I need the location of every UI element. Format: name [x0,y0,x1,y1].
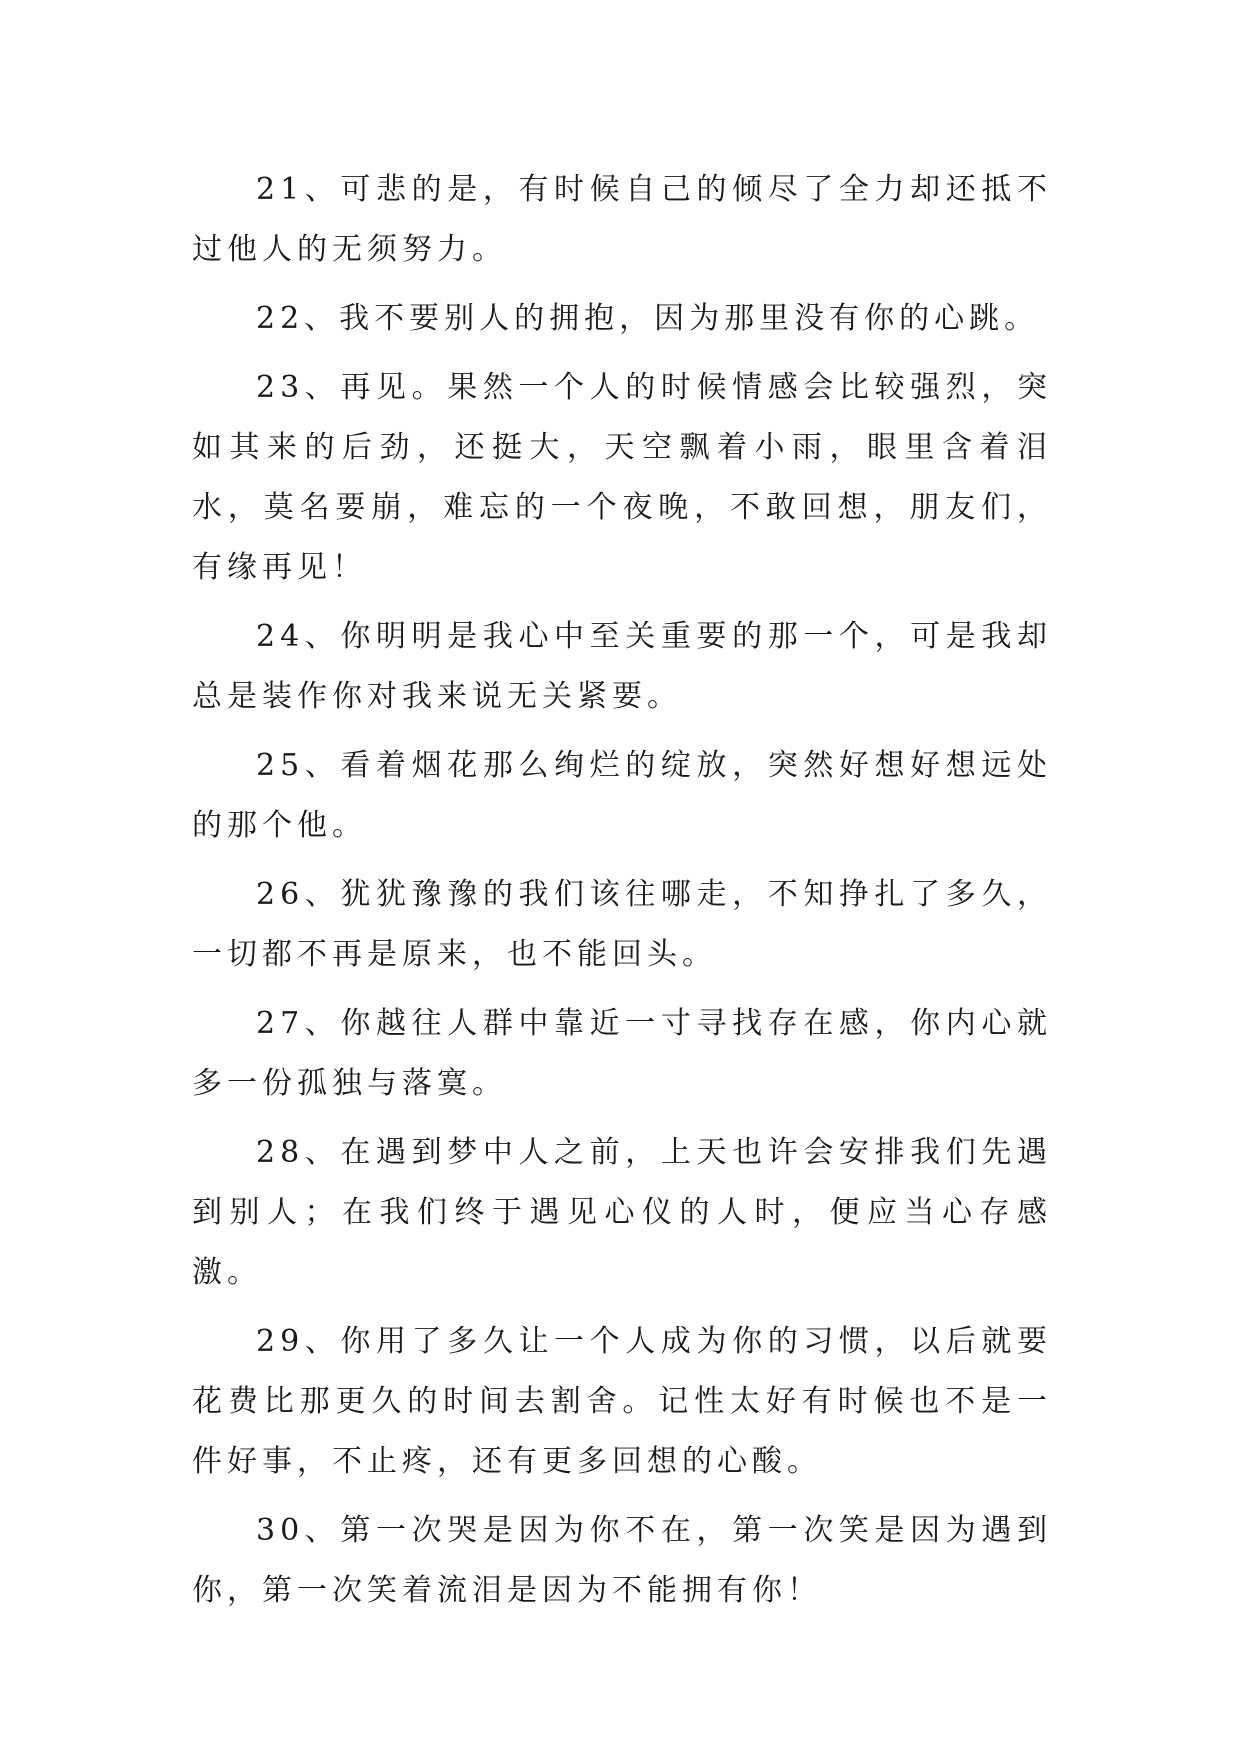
paragraph-24: 24、你明明是我心中至关重要的那一个，可是我却总是装作你对我来说无关紧要。 [192,619,1052,714]
paragraph-28: 28、在遇到梦中人之前，上天也许会安排我们先遇到别人；在我们终于遇见心仪的人时，便应当心存感激。 [192,1135,1052,1290]
paragraph-29: 29、你用了多久让一个人成为你的习惯，以后就要花费比那更久的时间去割舍。记性太好有时候也不是一件好事，不止疼，还有更多回想的心酸。 [192,1324,1052,1479]
paragraph-23: 23、再见。果然一个人的时候情感会比较强烈，突如其来的后劲，还挺大，天空飘着小雨，眼里含着泪水，莫名要崩，难忘的一个夜晚，不敢回想，朋友们，有缘再见！ [192,370,1052,585]
paragraph-27: 27、你越往人群中靠近一寸寻找存在感，你内心就多一份孤独与落寞。 [192,1006,1052,1101]
document-body [192,160,1052,1621]
paragraph-25: 25、看着烟花那么绚烂的绽放，突然好想好想远处的那个他。 [192,748,1052,843]
paragraph-21: 21、可悲的是，有时候自己的倾尽了全力却还抵不过他人的无须努力。 [192,172,1052,267]
paragraph-30: 30、第一次哭是因为你不在，第一次笑是因为遇到你，第一次笑着流泪是因为不能拥有你！ [192,1513,1052,1608]
paragraph-22: 22、我不要别人的拥抱，因为那里没有你的心跳。 [256,301,1040,336]
paragraph-26: 26、犹犹豫豫的我们该往哪走，不知挣扎了多久，一切都不再是原来，也不能回头。 [192,877,1052,972]
